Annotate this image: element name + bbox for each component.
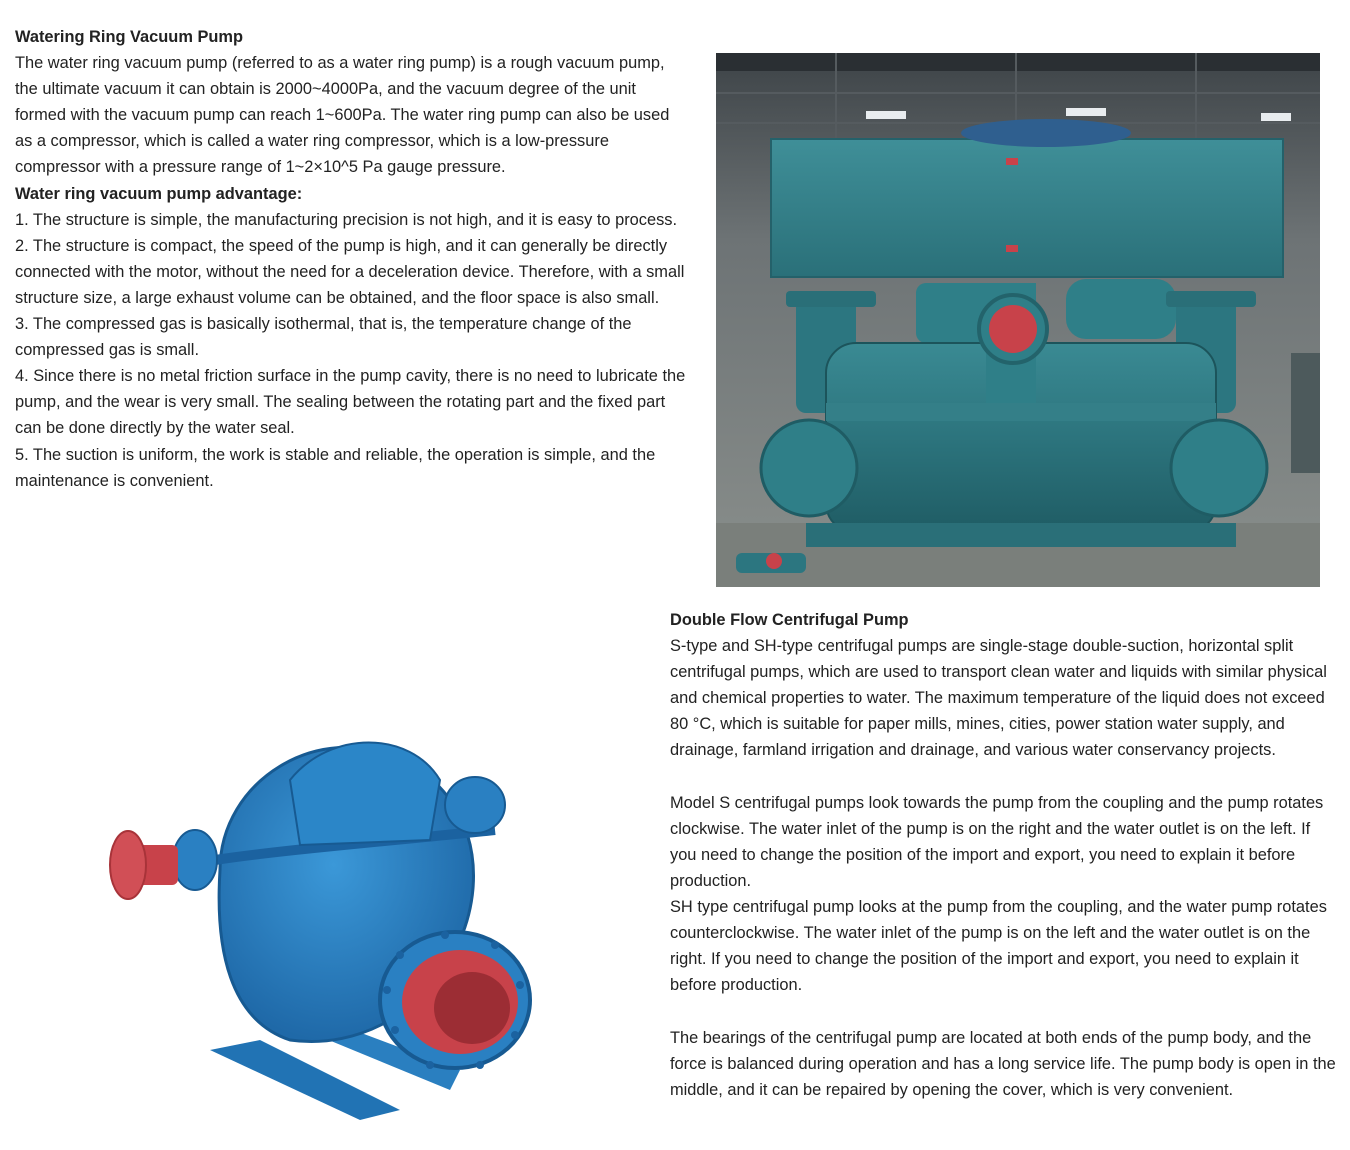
section-water-ring-pump bbox=[15, 24, 687, 494]
paragraph-model-s: Model S centrifugal pumps look towards the pump from the coupling and the pump rotates clockwise. The water inlet of the pump is on the right and the water outlet is on the left. If you need to change the position of the import and export, you need to explain it before production. bbox=[670, 793, 1324, 890]
paragraph-model-sh: SH type centrifugal pump looks at the pump from the coupling, and the water pump rotates counterclockwise. The water inlet of the pump is on the left and the water outlet is on the right. If you need to change the position of the import and export, you need to explain it before production. bbox=[670, 898, 1327, 995]
paragraph-spacer bbox=[670, 764, 1338, 790]
paragraph-spacer bbox=[670, 998, 1338, 1024]
intro-paragraph: The water ring vacuum pump (referred to as a water ring pump) is a rough vacuum pump, the ultimate vacuum it can obtain is 2000~4000Pa, and the vacuum degree of the unit formed with the vacuum pump can reach 1~600Pa. The water ring pump can also be used as a compressor, which is called a water ring compressor, which is a low-pressure compressor with a pressure range of 1~2×10^5 Pa gauge pressure. bbox=[15, 54, 670, 177]
advantage-heading: Water ring vacuum pump advantage: bbox=[15, 184, 303, 203]
advantage-point-3: 3. The compressed gas is basically isothermal, that is, the temperature change of the compressed gas is small. bbox=[15, 315, 632, 360]
paragraph-bearings: The bearings of the centrifugal pump are located at both ends of the pump body, and the force is balanced during operation and has a long service life. The pump body is open in the middle, and it can be repaired by opening the cover, which is very convenient. bbox=[670, 1028, 1336, 1099]
section-title: Double Flow Centrifugal Pump bbox=[670, 611, 909, 629]
section-title: Watering Ring Vacuum Pump bbox=[15, 28, 243, 46]
water-ring-vacuum-pump-photo bbox=[716, 53, 1320, 587]
advantage-point-4: 4. Since there is no metal friction surface in the pump cavity, there is no need to lubricate the pump, and the wear is very small. The sealing between the rotating part and the fixed part can be done directly by the water seal. bbox=[15, 367, 686, 438]
double-flow-centrifugal-pump-photo bbox=[100, 720, 540, 1120]
advantage-point-2: 2. The structure is compact, the speed of the pump is high, and it can generally be directly connected with the motor, without the need for a deceleration device. Therefore, with a small structure size, a large exhaust volume can be obtained, and the floor space is also small. bbox=[15, 236, 685, 307]
section-double-flow-pump bbox=[670, 607, 1338, 1103]
advantage-point-1: 1. The structure is simple, the manufacturing precision is not high, and it is easy to process. bbox=[15, 210, 678, 229]
advantage-point-5: 5. The suction is uniform, the work is stable and reliable, the operation is simple, and the maintenance is convenient. bbox=[15, 445, 656, 490]
paragraph-overview: S-type and SH-type centrifugal pumps are single-stage double-suction, horizontal split centrifugal pumps, which are used to transport clean water and liquids with similar physical and chemical properties to water. The maximum temperature of the liquid does not exceed 80 °C, which is suitable for paper mills, mines, cities, power station water supply, and drainage, farmland irrigation and drainage, and various water conservancy projects. bbox=[670, 637, 1327, 760]
